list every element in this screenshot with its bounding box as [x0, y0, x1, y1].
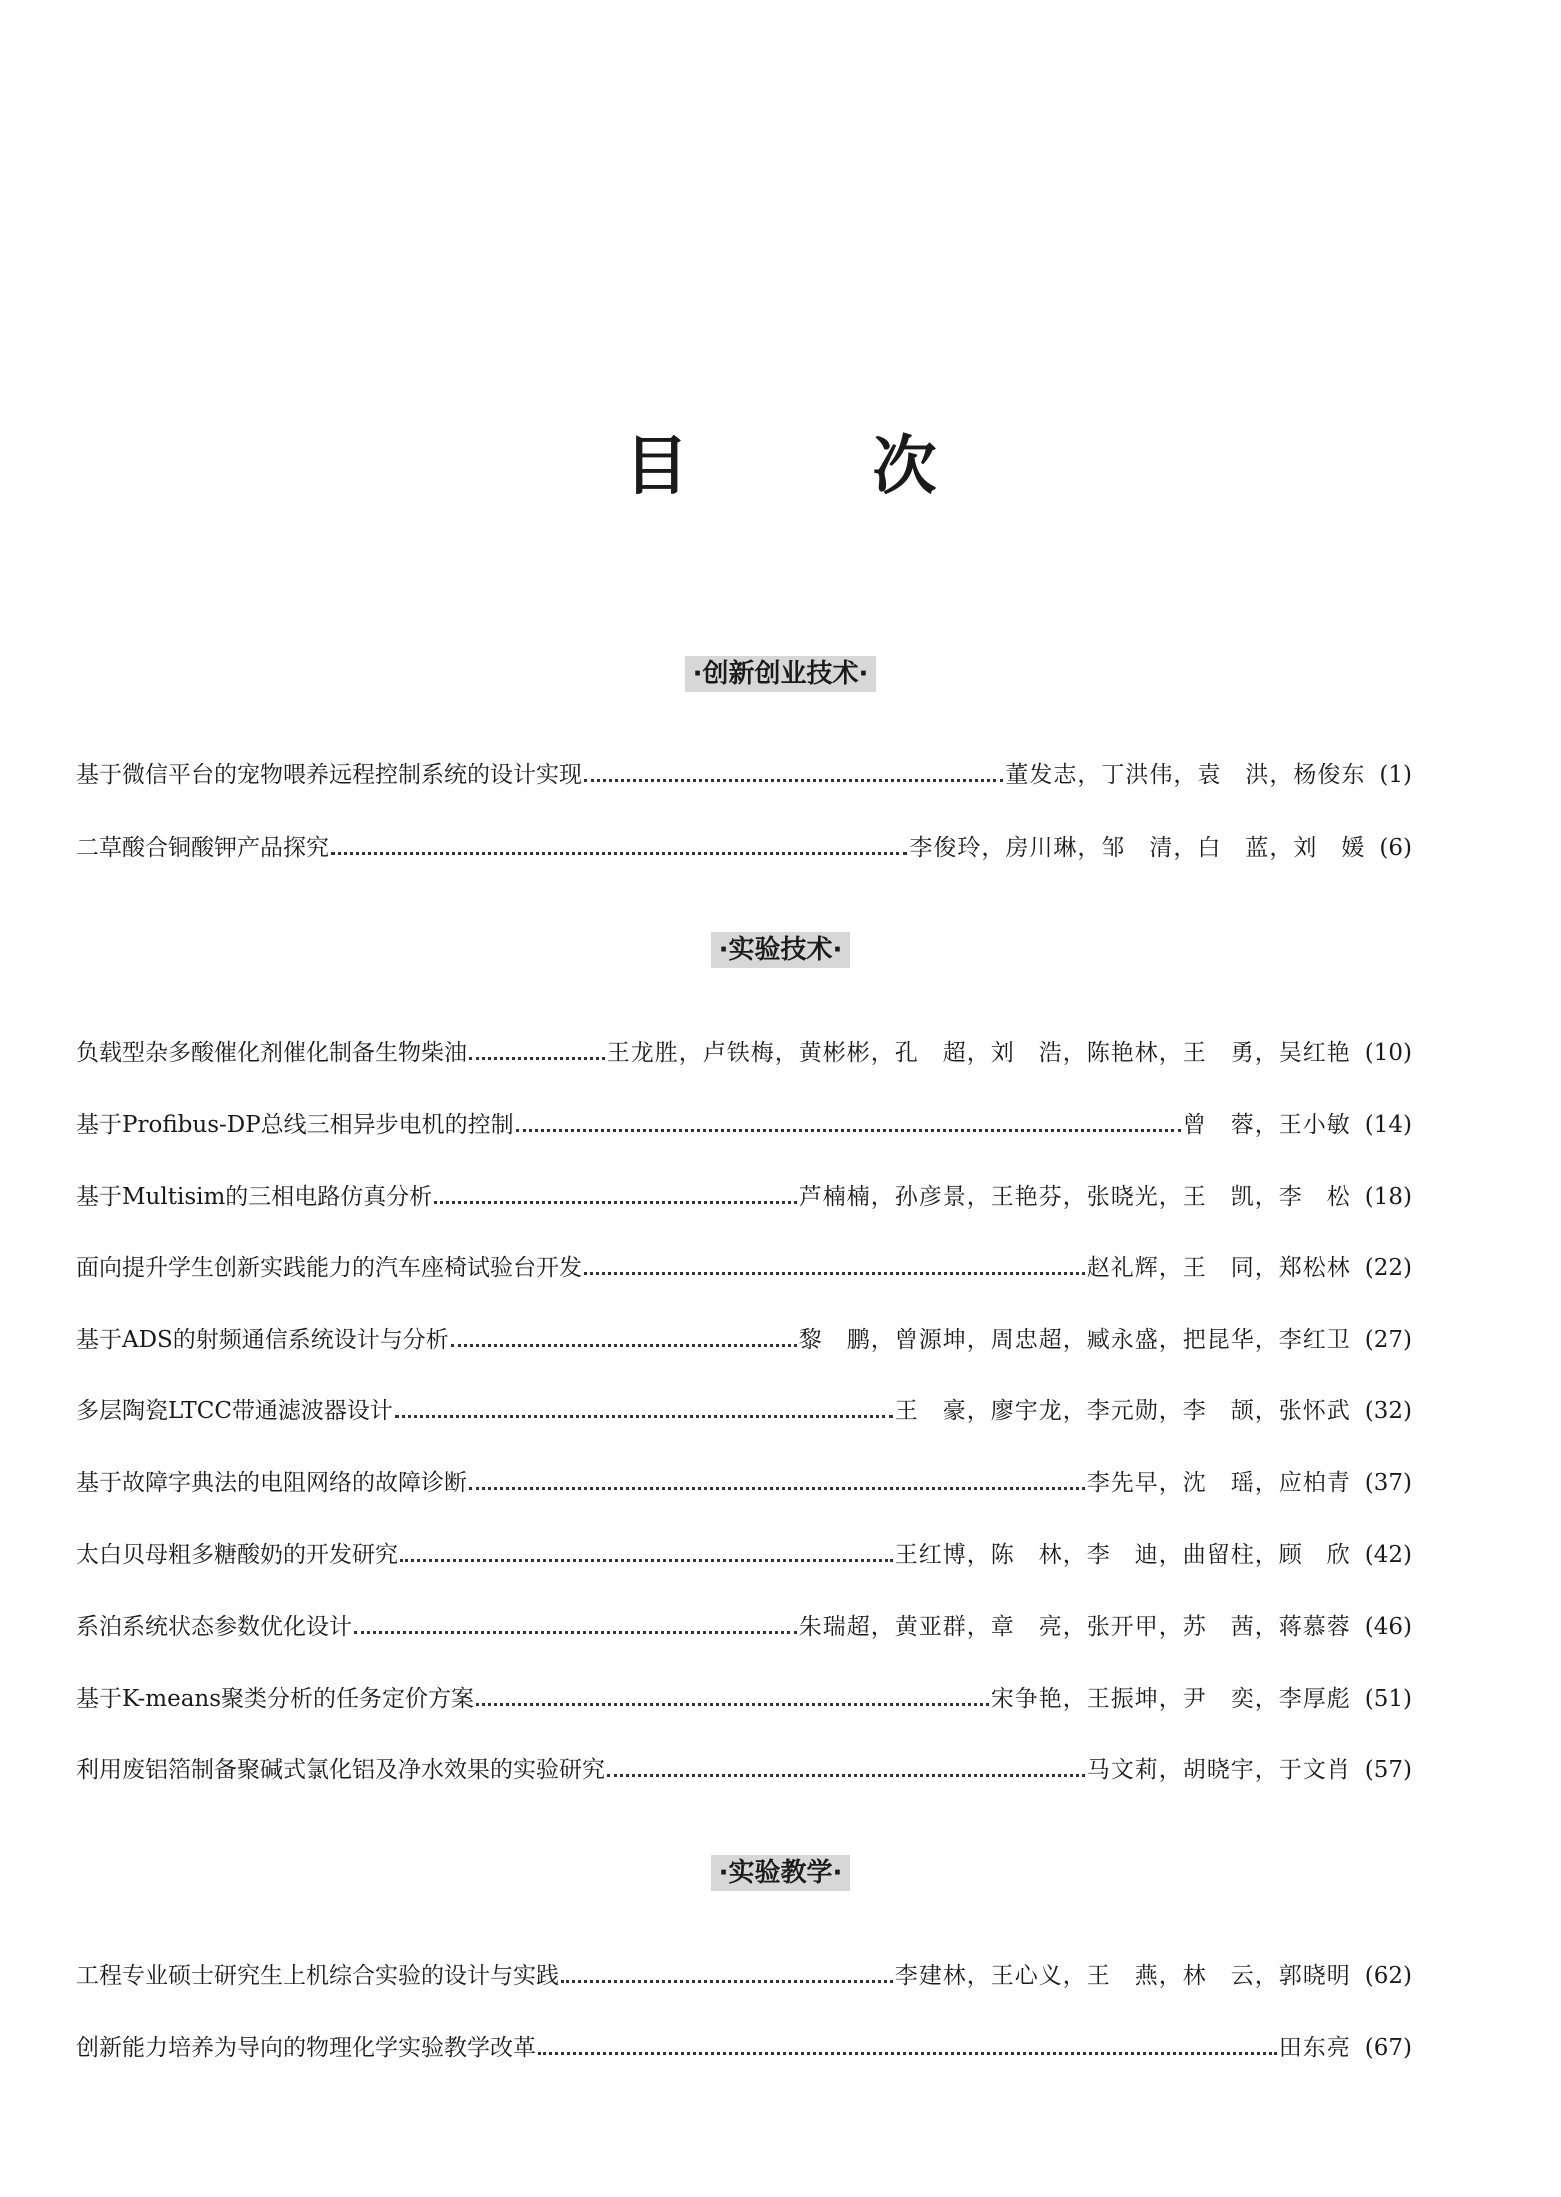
- entry-title: 太白贝母粗多糖酸奶的开发研究: [76, 1542, 398, 1568]
- toc-entry[interactable]: [76, 1249, 1412, 1283]
- entry-page: (42): [1364, 1542, 1412, 1568]
- leader-dots: [607, 1774, 1085, 1777]
- leader-dots: [451, 1344, 797, 1347]
- entry-authors: 李建林，王心义，王 燕，林 云，郭晓明: [894, 1963, 1351, 1989]
- toc-entry[interactable]: [76, 1751, 1412, 1785]
- entry-authors: 田东亮: [1278, 2035, 1351, 2061]
- entry-page: (14): [1364, 1112, 1412, 1138]
- entry-page: (37): [1364, 1470, 1412, 1496]
- leader-dots: [400, 1559, 893, 1562]
- toc-entry[interactable]: [76, 1321, 1412, 1355]
- entry-page: (6): [1379, 835, 1412, 861]
- toc-entry[interactable]: [76, 1034, 1412, 1068]
- entry-authors: 黎 鹏，曾源坤，周忠超，臧永盛，把昆华，李红卫: [798, 1327, 1351, 1353]
- leader-dots: [561, 1980, 893, 1983]
- entry-page: (22): [1364, 1255, 1412, 1281]
- section-heading: [0, 932, 1561, 968]
- entry-authors: 王 豪，廖宇龙，李元勋，李 颉，张怀武: [894, 1398, 1351, 1424]
- entry-authors: 芦楠楠，孙彦景，王艳芬，张晓光，王 凯，李 松: [798, 1184, 1351, 1210]
- entry-page: (57): [1364, 1757, 1412, 1783]
- entry-authors: 李俊玲，房川琳，邹 清，白 蓝，刘 媛: [909, 835, 1366, 861]
- leader-dots: [516, 1129, 1181, 1132]
- section-heading: [0, 1855, 1561, 1891]
- entry-title: 工程专业硕士研究生上机综合实验的设计与实践: [76, 1963, 559, 1989]
- entry-page: (51): [1364, 1686, 1412, 1712]
- page-title: 目 次: [624, 430, 997, 504]
- entry-title: 基于ADS的射频通信系统设计与分析: [76, 1327, 449, 1353]
- toc-entry[interactable]: [76, 756, 1412, 790]
- leader-dots: [331, 852, 907, 855]
- entry-authors: 宋争艳，王振坤，尹 奕，李厚彪: [990, 1686, 1351, 1712]
- entry-page: (67): [1364, 2035, 1412, 2061]
- entry-authors: 李先早，沈 瑶，应柏青: [1086, 1470, 1351, 1496]
- entry-title: 负载型杂多酸催化剂催化制备生物柴油: [76, 1040, 467, 1066]
- entry-title: 基于K-means聚类分析的任务定价方案: [76, 1686, 475, 1712]
- entry-page: (10): [1364, 1040, 1412, 1066]
- leader-dots: [469, 1487, 1085, 1490]
- toc-entry[interactable]: [76, 1464, 1412, 1498]
- entry-page: (62): [1364, 1963, 1412, 1989]
- section-label: ·创新创业技术·: [685, 656, 877, 692]
- entry-authors: 马文莉，胡晓宇，于文肖: [1086, 1757, 1351, 1783]
- leader-dots: [354, 1631, 797, 1634]
- entry-title: 利用废铝箔制备聚碱式氯化铝及净水效果的实验研究: [76, 1757, 605, 1783]
- entry-page: (46): [1364, 1614, 1412, 1640]
- section-heading: [0, 656, 1561, 692]
- entry-authors: 赵礼辉，王 同，郑松林: [1086, 1255, 1351, 1281]
- toc-entry[interactable]: [76, 1680, 1412, 1714]
- entry-authors: 董发志，丁洪伟，袁 洪，杨俊东: [1005, 762, 1366, 788]
- toc-entry[interactable]: [76, 1608, 1412, 1642]
- section-label: ·实验教学·: [711, 1855, 851, 1891]
- entry-page: (27): [1364, 1327, 1412, 1353]
- entry-title: 基于Profibus-DP总线三相异步电机的控制: [76, 1112, 514, 1138]
- toc-entry[interactable]: [76, 1178, 1412, 1212]
- toc-entry[interactable]: [76, 1536, 1412, 1570]
- entry-title: 系泊系统状态参数优化设计: [76, 1614, 352, 1640]
- leader-dots: [584, 1272, 1085, 1275]
- entry-title: 基于微信平台的宠物喂养远程控制系统的设计实现: [76, 762, 582, 788]
- entry-authors: 曾 蓉，王小敏: [1182, 1112, 1351, 1138]
- leader-dots: [538, 2052, 1277, 2055]
- entry-title: 二草酸合铜酸钾产品探究: [76, 835, 329, 861]
- entry-authors: 朱瑞超，黄亚群，章 亮，张开甲，苏 茜，蒋慕蓉: [798, 1614, 1351, 1640]
- entry-title: 基于Multisim的三相电路仿真分析: [76, 1184, 433, 1210]
- leader-dots: [469, 1057, 605, 1060]
- toc-entry[interactable]: [76, 1392, 1412, 1426]
- entry-page: (1): [1379, 762, 1412, 788]
- entry-authors: 王红博，陈 林，李 迪，曲留柱，顾 欣: [894, 1542, 1351, 1568]
- toc-entry[interactable]: [76, 1106, 1412, 1140]
- toc-entry[interactable]: [76, 2029, 1412, 2063]
- entry-page: (32): [1364, 1398, 1412, 1424]
- entry-authors: 王龙胜，卢铁梅，黄彬彬，孔 超，刘 浩，陈艳林，王 勇，吴红艳: [606, 1040, 1351, 1066]
- section-label: ·实验技术·: [711, 932, 851, 968]
- toc-entry[interactable]: [76, 829, 1412, 863]
- entry-title: 创新能力培养为导向的物理化学实验教学改革: [76, 2035, 536, 2061]
- leader-dots: [584, 779, 1003, 782]
- toc-entry[interactable]: [76, 1957, 1412, 1991]
- leader-dots: [434, 1201, 796, 1204]
- entry-title: 基于故障字典法的电阻网络的故障诊断: [76, 1470, 467, 1496]
- entry-page: (18): [1364, 1184, 1412, 1210]
- leader-dots: [476, 1703, 989, 1706]
- entry-title: 多层陶瓷LTCC带通滤波器设计: [76, 1398, 393, 1424]
- entry-title: 面向提升学生创新实践能力的汽车座椅试验台开发: [76, 1255, 582, 1281]
- leader-dots: [395, 1415, 893, 1418]
